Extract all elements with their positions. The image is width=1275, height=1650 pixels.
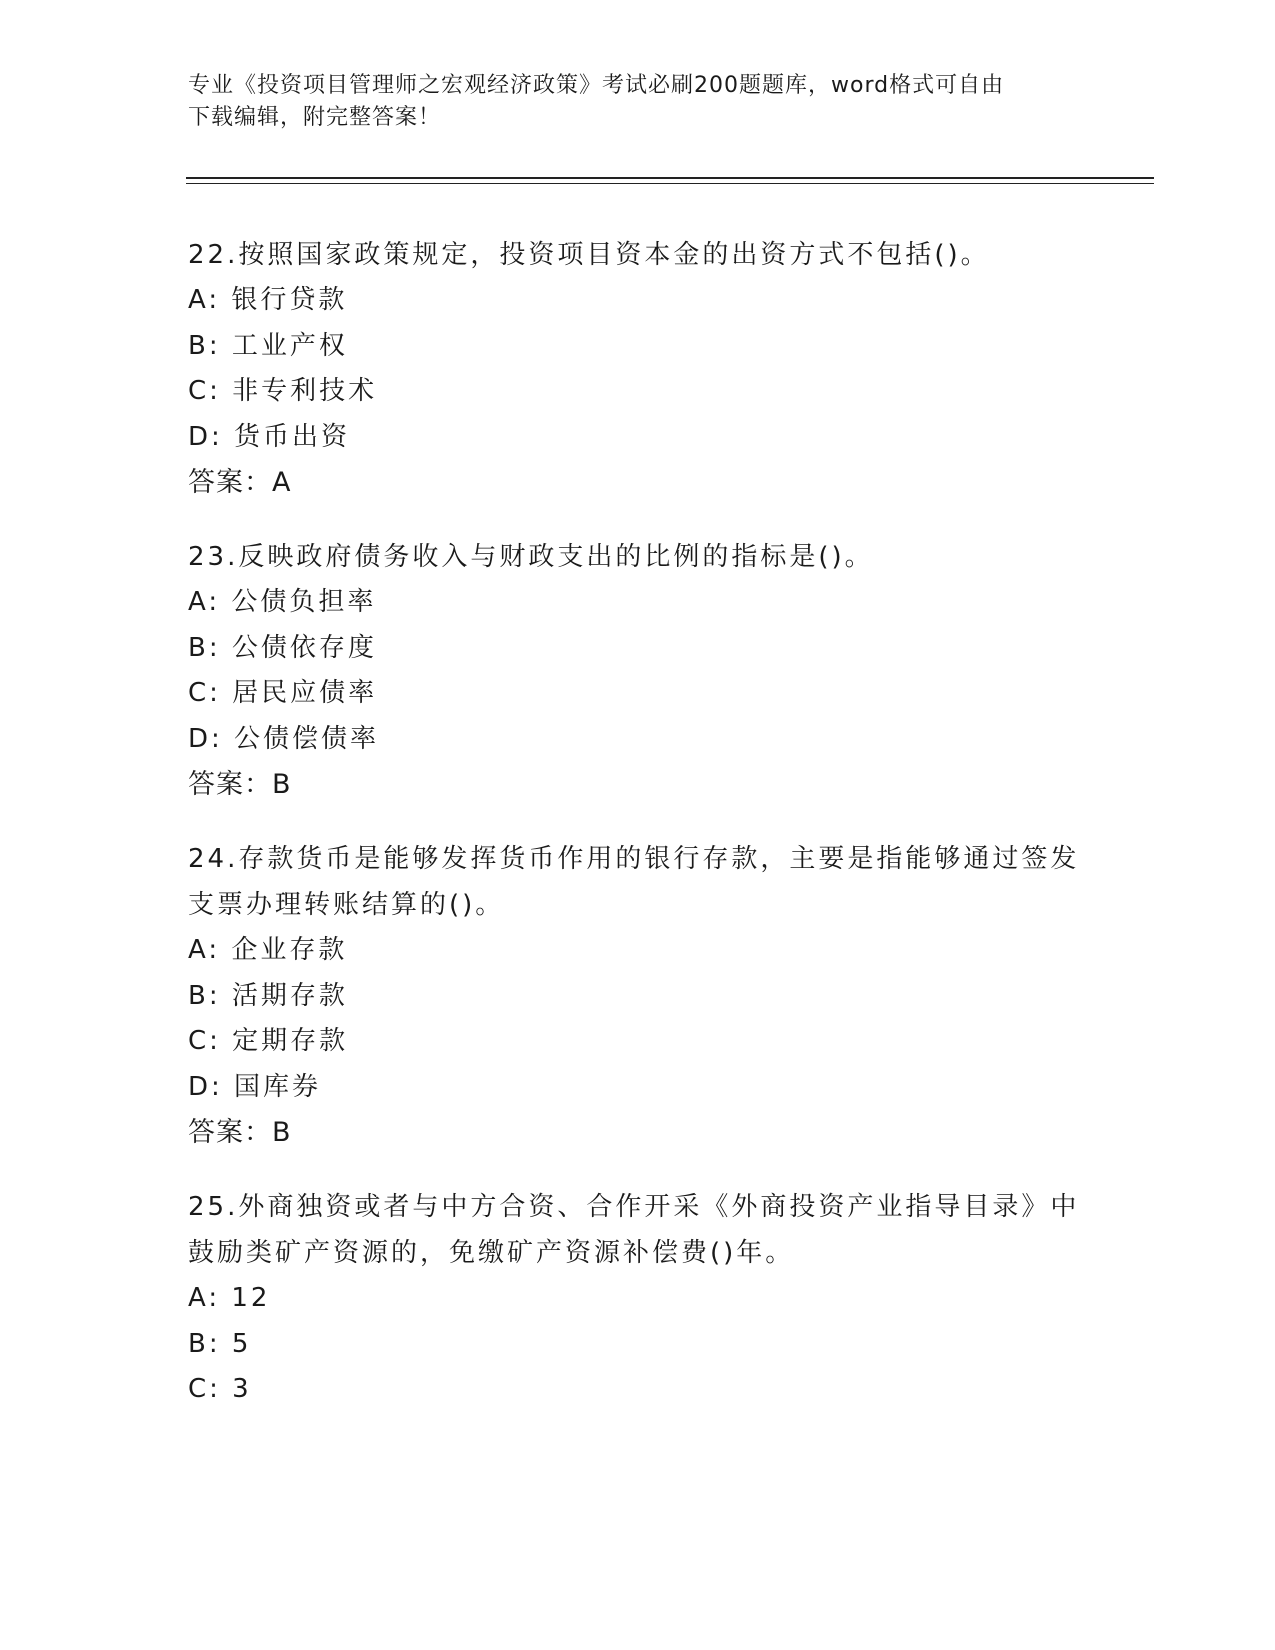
option-d: D: 公债偿债率	[188, 723, 380, 754]
option-d: D: 国库券	[188, 1071, 322, 1102]
question-stem: 22.按照国家政策规定，投资项目资本金的出资方式不包括()。	[188, 240, 990, 270]
question-stem-line-2: 支票办理转账结算的()。	[188, 890, 505, 920]
question-22	[188, 232, 1088, 506]
question-stem-line-1: 25.外商独资或者与中方合资、合作开采《外商投资产业指导目录》中	[188, 1192, 1080, 1222]
question-23	[188, 534, 1088, 808]
question-24	[188, 836, 1088, 1156]
option-a: A: 企业存款	[188, 935, 348, 965]
option-a: A: 12	[188, 1283, 271, 1313]
question-stem-line-1: 24.存款货币是能够发挥货币作用的银行存款，主要是指能够通过签发	[188, 844, 1080, 874]
option-b: B: 工业产权	[188, 330, 348, 361]
question-25	[188, 1184, 1088, 1413]
question-stem-line-2: 鼓励类矿产资源的，免缴矿产资源补偿费()年。	[188, 1238, 795, 1268]
option-b: B: 5	[188, 1328, 252, 1359]
question-stem: 23.反映政府债务收入与财政支出的比例的指标是()。	[188, 542, 874, 572]
option-c: C: 非专利技术	[188, 376, 378, 406]
header-rule-thick	[186, 177, 1154, 179]
header-note-line-2: 下载编辑，附完整答案！	[188, 105, 442, 130]
header-note-line-1: 专业《投资项目管理师之宏观经济政策》考试必刷200题题库，word格式可自由	[188, 73, 1005, 98]
header-note	[188, 70, 1088, 134]
option-b: B: 公债依存度	[188, 632, 377, 663]
option-a: A: 银行贷款	[188, 285, 348, 315]
option-d: D: 货币出资	[188, 421, 351, 452]
answer-line: 答案：A	[188, 467, 292, 498]
option-c: C: 定期存款	[188, 1026, 349, 1056]
option-c: C: 3	[188, 1374, 252, 1404]
header-rule-thin	[186, 183, 1154, 184]
option-a: A: 公债负担率	[188, 587, 377, 617]
option-c: C: 居民应债率	[188, 678, 378, 708]
answer-line: 答案：B	[188, 1117, 292, 1148]
answer-line: 答案：B	[188, 769, 292, 800]
question-list	[188, 232, 1088, 1441]
option-b: B: 活期存款	[188, 980, 348, 1011]
